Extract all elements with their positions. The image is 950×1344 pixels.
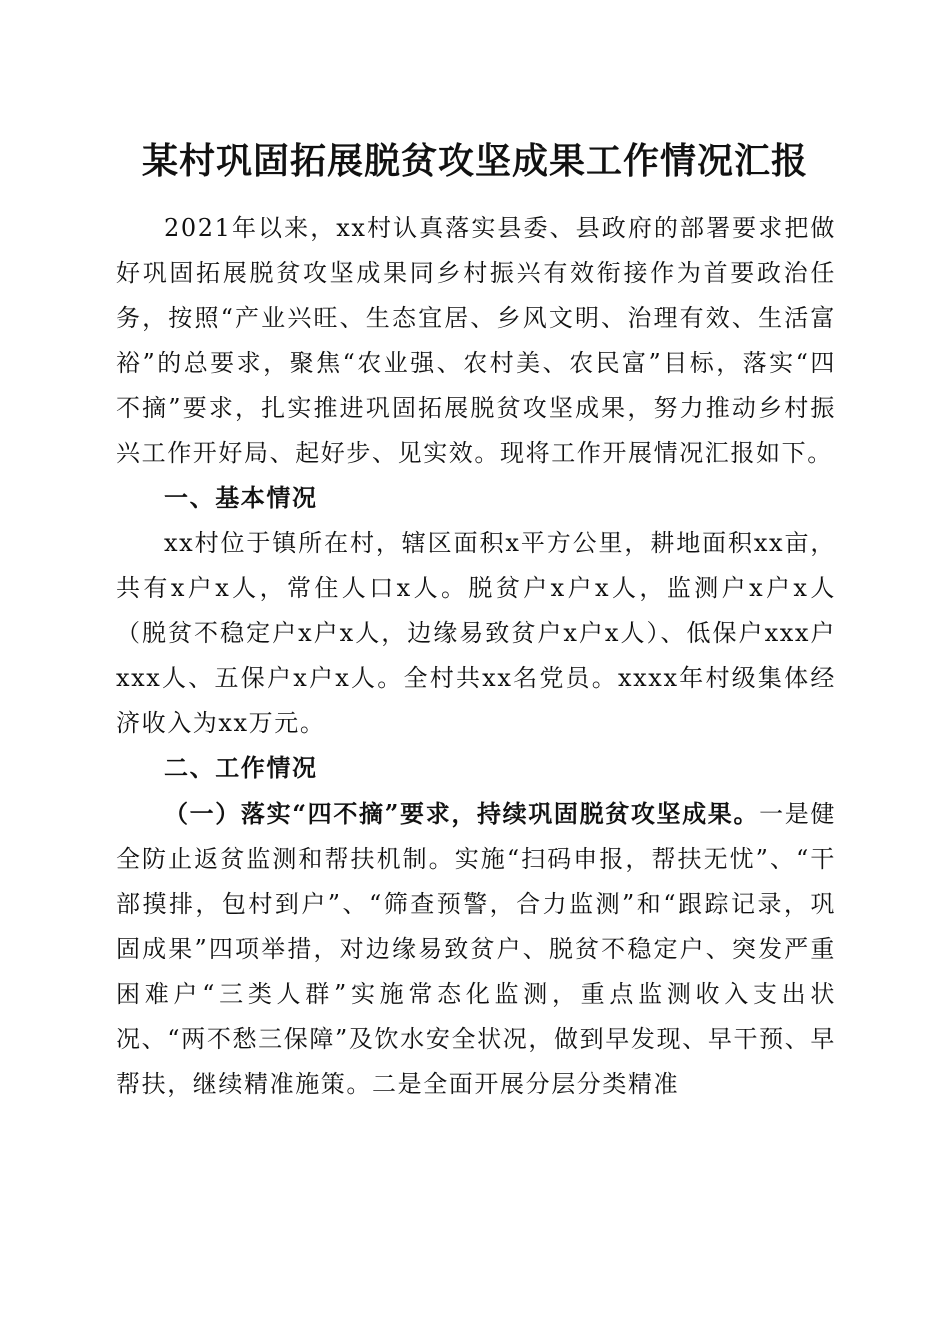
section-heading-work-status: 二、工作情况 [164,754,318,782]
document-body [116,206,836,1107]
basic-info-paragraph: xx村位于镇所在村，辖区面积x平方公里，耕地面积xx亩，共有x户x人，常住人口x人。脱贫户x户x人，监测户x户x人（脱贫不稳定户x户x人，边缘易致贫户x户x人）、低保户xxx户xxx人、五保户x户x人。全村共xx名党员。xxxx年村级集体经济收入为xx万元。 [116,529,836,737]
section-heading-basic-info: 一、基本情况 [164,484,318,512]
intro-paragraph: 2021年以来，xx村认真落实县委、县政府的部署要求把做好巩固拓展脱贫攻坚成果同乡村振兴有效衔接作为首要政治任务，按照“产业兴旺、生态宜居、乡风文明、治理有效、生活富裕”的总要求，聚焦“农业强、农村美、农民富”目标，落实“四不摘”要求，扎实推进巩固拓展脱贫攻坚成果，努力推动乡村振兴工作开好局、起好步、见实效。现将工作开展情况汇报如下。 [116,214,836,467]
work-status-text: 一是健全防止返贫监测和帮扶机制。实施“扫码申报，帮扶无忧”、“干部摸排，包村到户”、“筛查预警，合力监测”和“跟踪记录，巩固成果”四项举措，对边缘易致贫户、脱贫不稳定户、突发严重困难户“三类人群”实施常态化监测，重点监测收入支出状况、“两不愁三保障”及饮水安全状况，做到早发现、早干预、早帮扶，继续精准施策。二是全面开展分层分类精准 [116,800,836,1098]
work-status-paragraph [116,791,836,1107]
document-title: 某村巩固拓展脱贫攻坚成果工作情况汇报 [141,140,808,182]
subsection-heading-four-no-removals: （一）落实“四不摘”要求，持续巩固脱贫攻坚成果。 [164,799,760,828]
